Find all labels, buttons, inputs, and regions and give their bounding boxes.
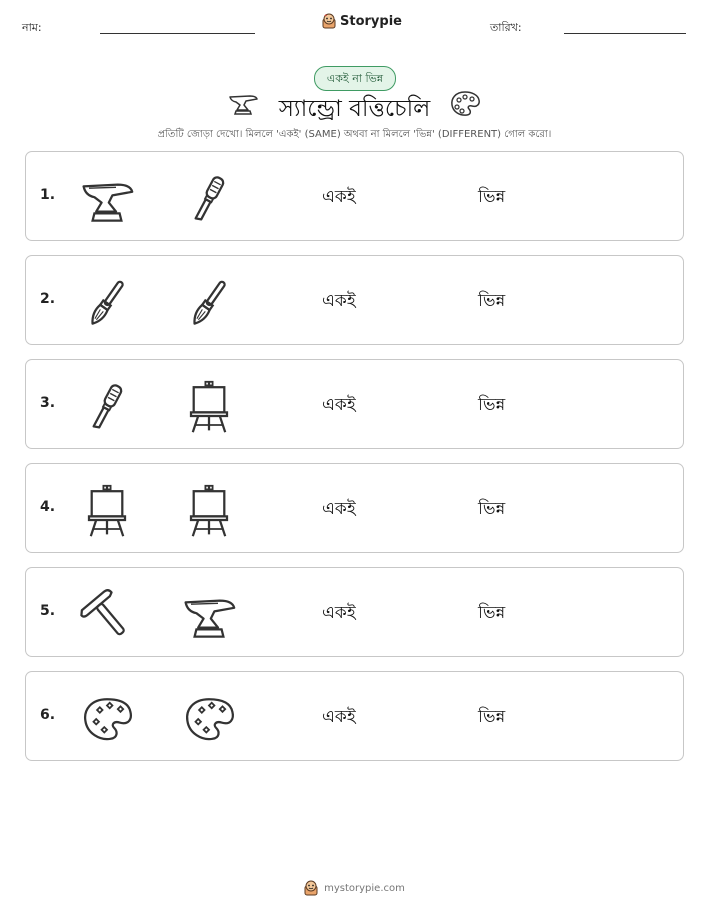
anvil-icon (80, 172, 134, 226)
row-number: 5. (40, 603, 56, 619)
option-different[interactable]: ভিন্ন (478, 291, 506, 311)
brush-icon (182, 276, 236, 330)
row-number: 1. (40, 187, 56, 203)
pair-row (25, 671, 684, 761)
option-different[interactable]: ভিন্ন (478, 187, 506, 207)
hammer-icon (80, 588, 134, 642)
pair-row (25, 151, 684, 241)
easel-icon (182, 380, 236, 434)
date-field-line[interactable] (564, 33, 686, 34)
brush-icon (80, 276, 134, 330)
chisel-icon (182, 172, 236, 226)
name-label: নাম: (22, 21, 42, 34)
pair-row (25, 255, 684, 345)
row-number: 2. (40, 291, 56, 307)
brand-name: Storypie (340, 13, 402, 29)
option-same[interactable]: একই (322, 499, 356, 519)
page-title: স্যান্ড্রো বত্তিচেলি (278, 96, 431, 122)
storypie-mascot-icon (304, 880, 318, 896)
row-number: 3. (40, 395, 56, 411)
pair-row (25, 463, 684, 553)
easel-icon (80, 484, 134, 538)
row-number: 6. (40, 707, 56, 723)
easel-icon (182, 484, 236, 538)
option-different[interactable]: ভিন্ন (478, 395, 506, 415)
option-different[interactable]: ভিন্ন (478, 499, 506, 519)
footer (0, 880, 709, 896)
instructions-text: প্রতিটি জোড়া দেখো। মিললে 'একই' (SAME) অথবা না মিললে 'ভিন্ন' (DIFFERENT) গোল করো। (157, 129, 552, 140)
option-same[interactable]: একই (322, 291, 356, 311)
palette-icon (182, 692, 236, 746)
name-field-line[interactable] (100, 33, 255, 34)
footer-url: mystorypie.com (324, 882, 405, 894)
option-same[interactable]: একই (322, 707, 356, 727)
brand-logo (322, 13, 402, 29)
option-same[interactable]: একই (322, 603, 356, 623)
date-label: তারিখ: (490, 21, 522, 34)
title-row (0, 88, 709, 124)
anvil-icon (182, 588, 236, 642)
option-same[interactable]: একই (322, 395, 356, 415)
option-different[interactable]: ভিন্ন (478, 707, 506, 727)
row-number: 4. (40, 499, 56, 515)
option-different[interactable]: ভিন্ন (478, 603, 506, 623)
storypie-mascot-icon (322, 13, 336, 29)
palette-icon (449, 90, 481, 122)
chisel-icon (80, 380, 134, 434)
pair-row (25, 567, 684, 657)
worksheet-header (0, 0, 709, 50)
option-same[interactable]: একই (322, 187, 356, 207)
palette-icon (80, 692, 134, 746)
worksheet-type-badge: একই না ভিন্ন (314, 66, 396, 91)
pair-row (25, 359, 684, 449)
